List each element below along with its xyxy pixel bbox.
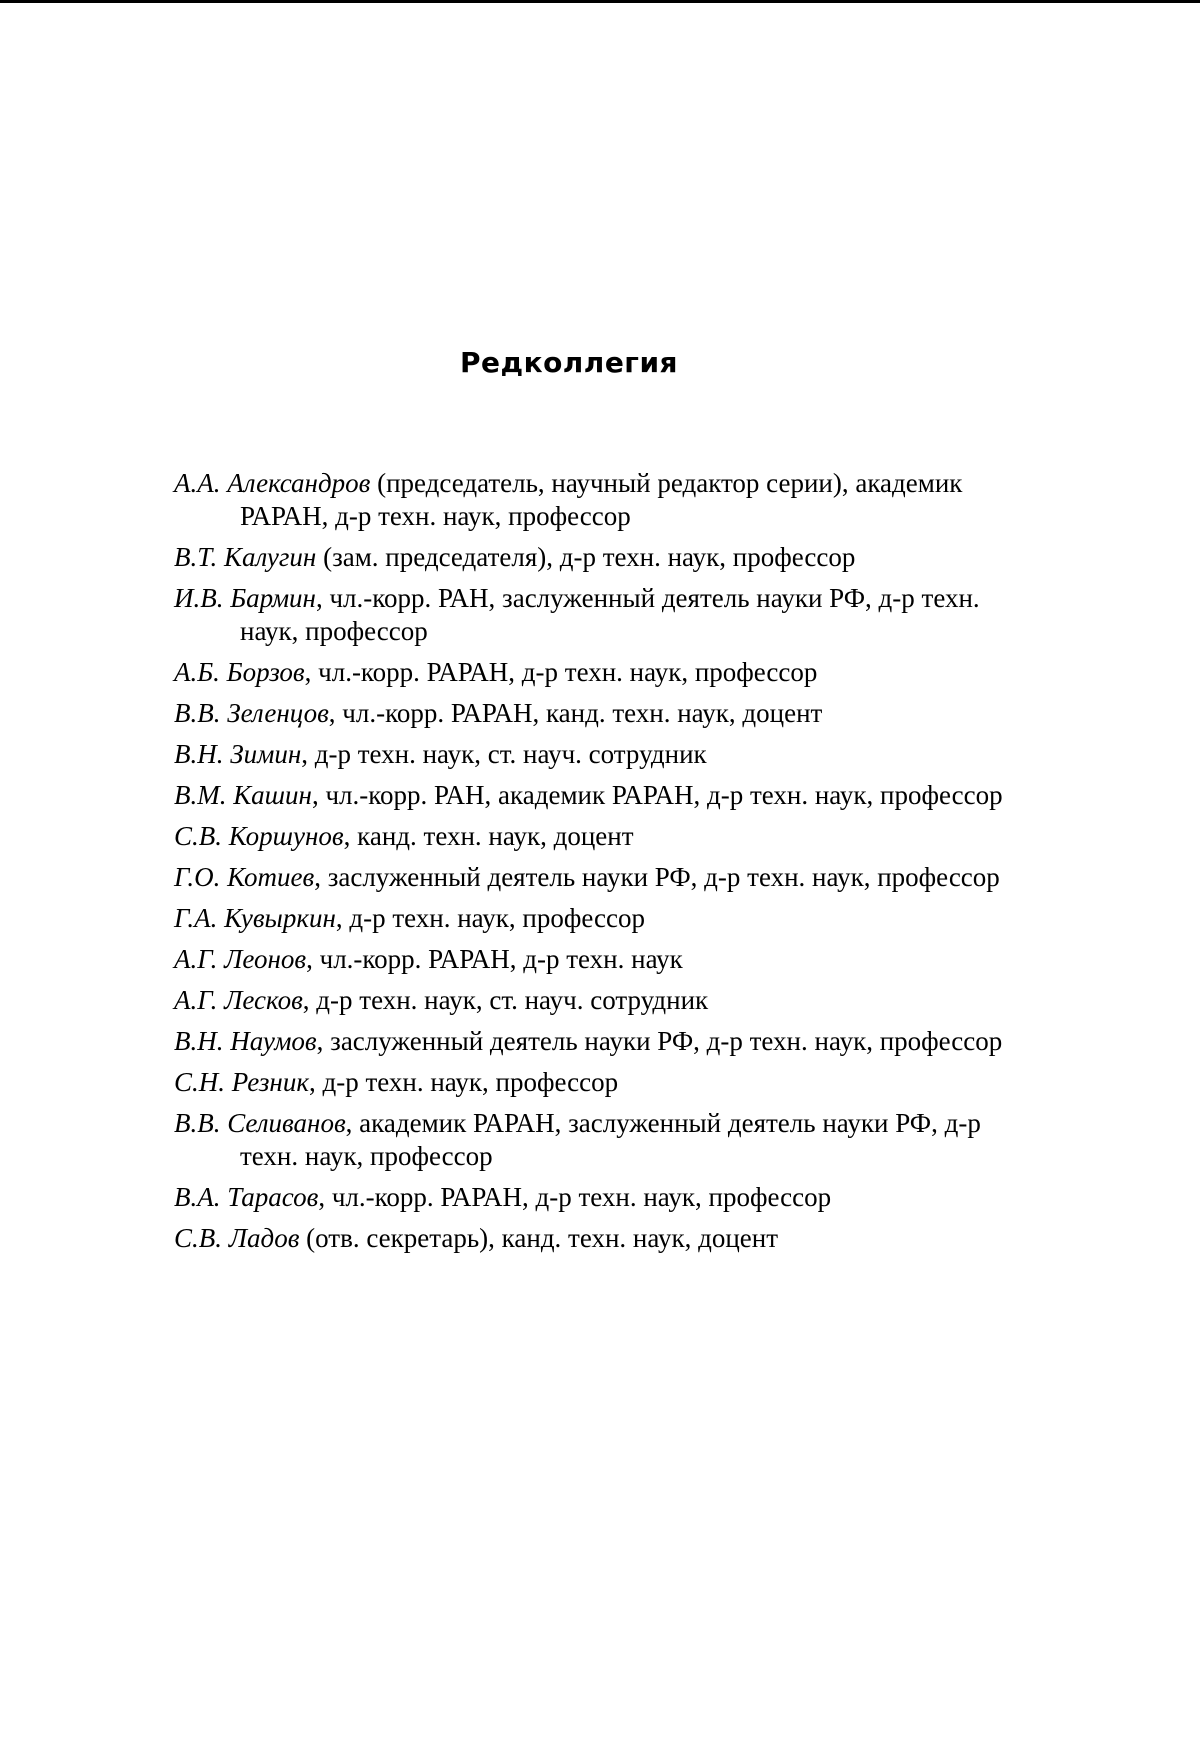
- member-details: (председатель, научный редактор серии), академик РАРАН, д-р техн. наук, профессор: [240, 468, 963, 531]
- top-rule: [0, 0, 1200, 3]
- member-name: С.В. Коршунов: [174, 821, 344, 851]
- list-item: [174, 943, 1014, 976]
- list-item: [174, 1025, 1014, 1058]
- member-details: , чл.-корр. РАРАН, канд. техн. наук, доцент: [328, 698, 823, 728]
- list-item: [174, 1107, 1014, 1173]
- member-details: (зам. председателя), д-р техн. наук, профессор: [316, 542, 856, 572]
- member-details: , чл.-корр. РАРАН, д-р техн. наук: [306, 944, 683, 974]
- member-name: А.Г. Лесков: [174, 985, 303, 1015]
- member-name: В.М. Кашин: [174, 780, 312, 810]
- member-details: , д-р техн. наук, ст. науч. сотрудник: [302, 985, 709, 1015]
- member-name: В.Т. Калугин: [174, 542, 317, 572]
- member-name: Г.А. Кувыркин: [174, 903, 336, 933]
- member-details: , д-р техн. наук, профессор: [335, 903, 645, 933]
- member-details: , д-р техн. наук, профессор: [308, 1067, 619, 1097]
- member-details: , чл.-корр. РАН, академик РАРАН, д-р техн. наук, профессор: [311, 780, 1003, 810]
- list-item: [174, 984, 1014, 1017]
- member-details: , чл.-корр. РАРАН, д-р техн. наук, профессор: [304, 657, 818, 687]
- list-item: [174, 582, 1014, 648]
- list-item: [174, 1066, 1014, 1099]
- member-name: В.А. Тарасов: [174, 1182, 319, 1212]
- member-name: В.Н. Наумов: [174, 1026, 317, 1056]
- member-details: , заслуженный деятель науки РФ, д-р техн. наук, профессор: [316, 1026, 1003, 1056]
- member-name: С.Н. Резник: [174, 1067, 309, 1097]
- member-name: В.Н. Зимин: [174, 739, 302, 769]
- list-item: [174, 1181, 1014, 1214]
- member-name: А.А. Александров: [174, 468, 371, 498]
- member-details: , д-р техн. наук, ст. науч. сотрудник: [301, 739, 707, 769]
- member-details: (отв. секретарь), канд. техн. наук, доцент: [299, 1223, 779, 1253]
- member-details: , чл.-корр. РАРАН, д-р техн. наук, профессор: [318, 1182, 832, 1212]
- list-item: [174, 861, 1014, 894]
- list-item: [174, 697, 1014, 730]
- list-item: [174, 1222, 1014, 1255]
- member-name: В.В. Зеленцов: [174, 698, 329, 728]
- member-details: , заслуженный деятель науки РФ, д-р техн. наук, профессор: [314, 862, 1000, 892]
- member-name: А.Г. Леонов: [174, 944, 307, 974]
- list-item: [174, 656, 1014, 689]
- list-item: [174, 902, 1014, 935]
- list-item: [174, 467, 1014, 533]
- list-item: [174, 541, 1014, 574]
- member-name: И.В. Бармин: [174, 583, 316, 613]
- member-details: , академик РАРАН, заслуженный деятель науки РФ, д-р техн. наук, профессор: [240, 1108, 981, 1171]
- member-details: , канд. техн. наук, доцент: [343, 821, 634, 851]
- member-name: А.Б. Борзов: [174, 657, 305, 687]
- member-name: Г.О. Котиев: [174, 862, 315, 892]
- page-title: Редколлегия: [459, 346, 679, 379]
- list-item: [174, 820, 1014, 853]
- editorial-board-list: [174, 467, 1014, 1263]
- member-name: В.В. Селиванов: [174, 1108, 346, 1138]
- member-details: , чл.-корр. РАН, заслуженный деятель науки РФ, д-р техн. наук, профессор: [240, 583, 980, 646]
- list-item: [174, 779, 1014, 812]
- member-name: С.В. Ладов: [174, 1223, 300, 1253]
- list-item: [174, 738, 1014, 771]
